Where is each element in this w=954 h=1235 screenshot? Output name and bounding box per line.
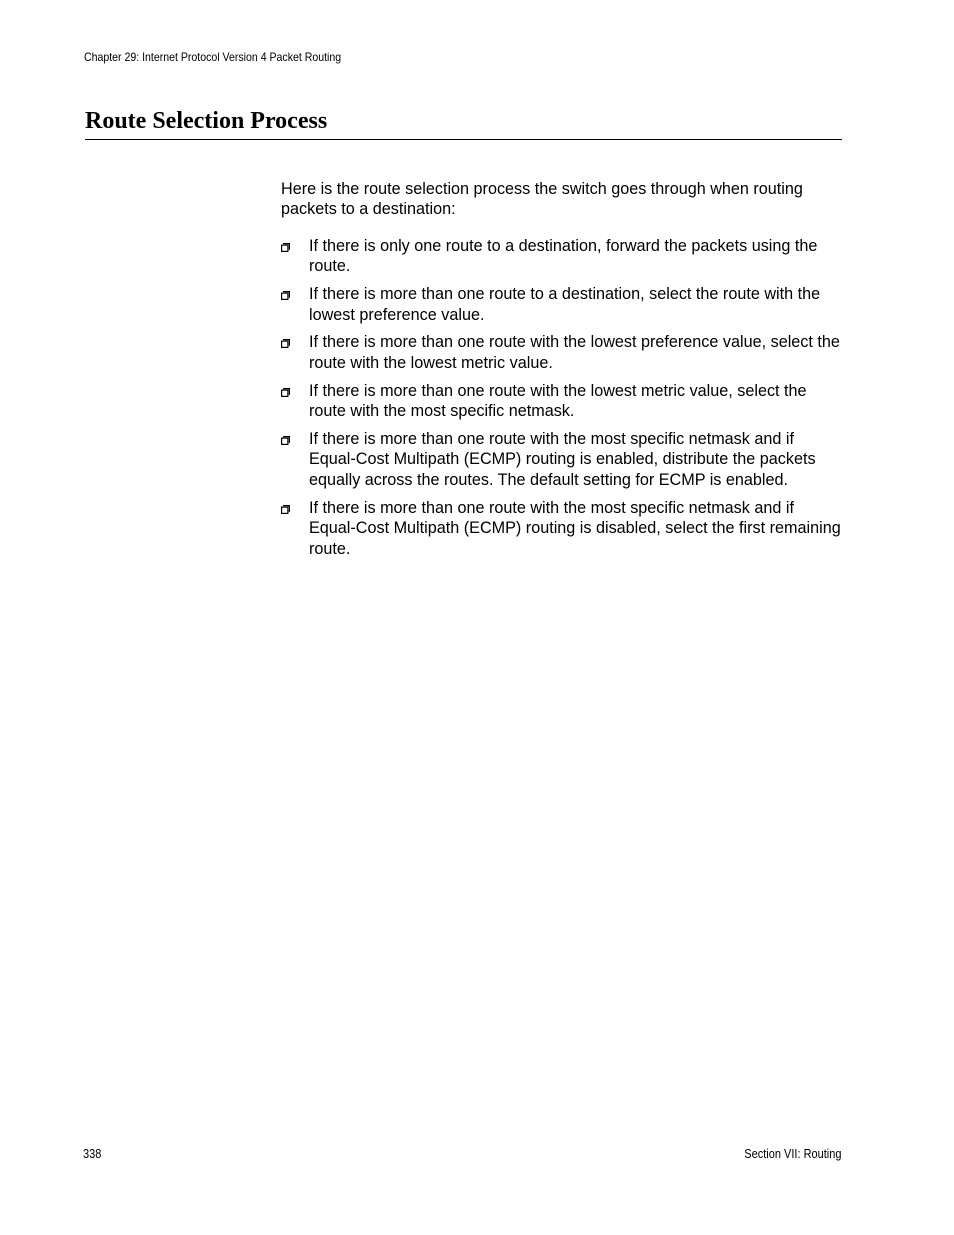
step-text: If there is only one route to a destination, forward the packets using the route. bbox=[309, 236, 818, 276]
list-item bbox=[281, 429, 843, 490]
list-item bbox=[281, 284, 843, 325]
checkbox-square-icon bbox=[281, 291, 290, 300]
step-text: If there is more than one route with the lowest metric value, select the route with the most specific netmask. bbox=[309, 381, 807, 421]
checkbox-square-icon bbox=[281, 505, 290, 514]
running-header: Chapter 29: Internet Protocol Version 4 Packet Routing bbox=[84, 50, 342, 64]
list-item bbox=[281, 381, 843, 422]
checkbox-square-icon bbox=[281, 388, 290, 397]
footer-section-label: Section VII: Routing bbox=[743, 1147, 841, 1161]
step-text: If there is more than one route with the most specific netmask and if Equal-Cost Multipath (ECMP) routing is disabled, select the first remaining route. bbox=[309, 498, 841, 558]
section-body bbox=[281, 179, 843, 567]
title-rule bbox=[85, 139, 842, 140]
checkbox-square-icon bbox=[281, 339, 290, 348]
list-item bbox=[281, 498, 843, 559]
intro-paragraph: Here is the route selection process the switch goes through when routing packets to a destination: bbox=[281, 180, 803, 219]
step-text: If there is more than one route with the most specific netmask and if Equal-Cost Multipath (ECMP) routing is enabled, distribute the packets equally across the routes. The default setting for ECMP is enabled. bbox=[309, 430, 816, 489]
step-text: If there is more than one route to a destination, select the route with the lowest preference value. bbox=[309, 285, 821, 324]
route-selection-steps bbox=[281, 236, 843, 559]
checkbox-square-icon bbox=[281, 243, 290, 252]
step-text: If there is more than one route with the lowest preference value, select the route with the lowest metric value. bbox=[309, 333, 840, 372]
list-item bbox=[281, 332, 843, 373]
section-title: Route Selection Process bbox=[85, 108, 328, 134]
list-item bbox=[281, 236, 843, 277]
checkbox-square-icon bbox=[281, 436, 290, 445]
page-number: 338 bbox=[83, 1147, 102, 1161]
